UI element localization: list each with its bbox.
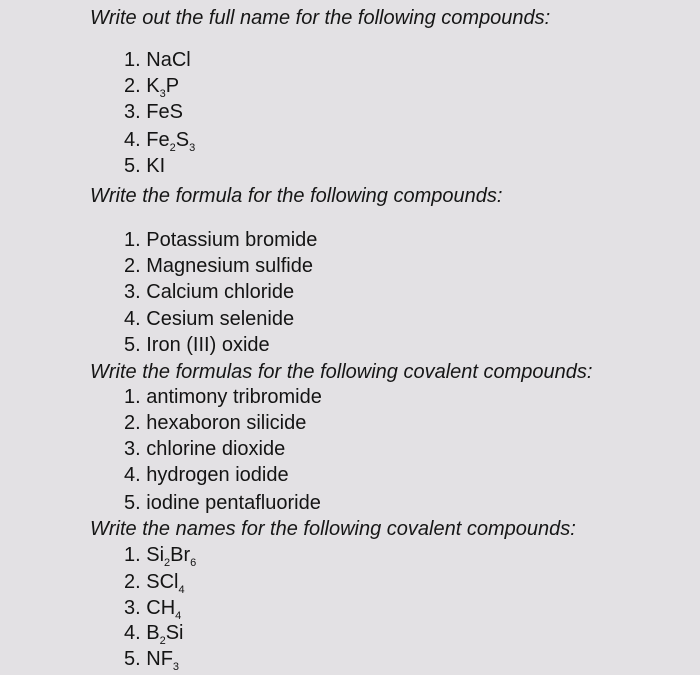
subscript: 2 [159, 635, 166, 647]
section-1-item-1: 1. NaCl [124, 49, 191, 71]
section-1-item-3: 3. FeS [124, 101, 183, 123]
compound-formula: $B_2Si$ [146, 622, 184, 647]
section-2-item-3: 3. Calcium chloride [124, 281, 295, 303]
section-1-heading: Write out the full name for the following compounds: [90, 7, 551, 29]
section-1-item-4: 4. $Fe_2S_3$ [124, 129, 196, 154]
section-4-item-4: 4. $B_2Si$ [124, 622, 184, 647]
section-4-item-1: 1. $Si_2Br_6$ [124, 544, 197, 569]
section-2-item-2: 2. Magnesium sulfide [124, 255, 313, 277]
compound-formula: KI [146, 155, 166, 177]
section-3-item-2: 2. hexaboron silicide [124, 412, 307, 434]
section-4-item-3: 3. $CH_4$ [124, 597, 182, 622]
subscript: 3 [159, 88, 166, 100]
subscript: 4 [178, 584, 185, 596]
section-2-item-5: 5. Iron (III) oxide [124, 334, 270, 356]
compound-formula: FeS [146, 101, 183, 123]
compound-formula: $K_3P$ [146, 75, 180, 100]
section-4-item-2: 2. SCl$_4$ [124, 571, 185, 596]
section-2-item-4: 4. Cesium selenide [124, 308, 295, 330]
compound-formula: $NF_3$ [146, 648, 180, 673]
section-3-item-4: 4. hydrogen iodide [124, 464, 289, 486]
subscript: 2 [169, 142, 176, 154]
compound-formula: $Si_2Br_6$ [146, 544, 197, 569]
section-2-item-1: 1. Potassium bromide [124, 229, 318, 251]
subscript: 6 [190, 557, 197, 569]
section-1-item-2: 2. $K_3P$ [124, 75, 180, 100]
section-1-item-5: 5. KI [124, 155, 166, 177]
section-3-heading: Write the formulas for the following covalent compounds: [90, 361, 593, 383]
section-3-item-5: 5. iodine pentafluoride [124, 492, 321, 514]
subscript: 3 [189, 142, 196, 154]
compound-formula: $CH_4$ [146, 597, 182, 622]
subscript: 2 [164, 557, 171, 569]
section-3-item-3: 3. chlorine dioxide [124, 438, 286, 460]
section-4-item-5: 5. $NF_3$ [124, 648, 180, 673]
section-3-item-1: 1. antimony tribromide [124, 386, 322, 408]
subscript: 4 [175, 610, 182, 622]
subscript: 3 [172, 661, 180, 673]
compound-formula: NaCl [146, 49, 191, 71]
compound-formula: SCl$_4$ [146, 571, 185, 596]
section-4-heading: Write the names for the following covalent compounds: [90, 518, 576, 540]
compound-formula: $Fe_2S_3$ [146, 129, 196, 154]
section-2-heading: Write the formula for the following compounds: [90, 185, 503, 207]
